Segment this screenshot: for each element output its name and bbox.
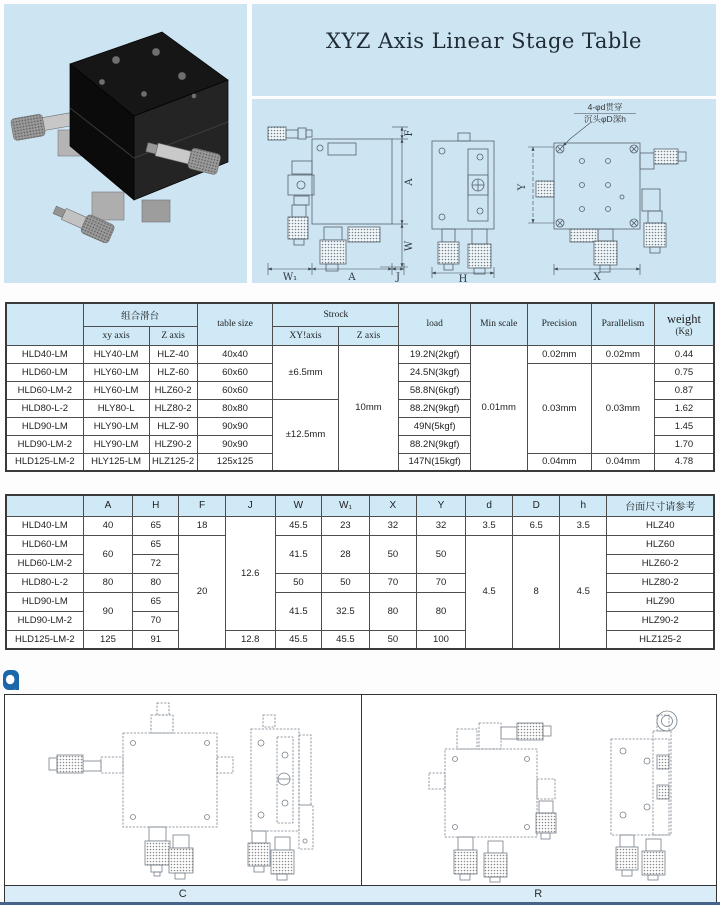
front-view bbox=[268, 127, 392, 271]
cell: HLY125-LM bbox=[83, 453, 149, 471]
cell: HLZ125-2 bbox=[607, 630, 714, 649]
cell: 70 bbox=[133, 611, 179, 630]
cell: 1.70 bbox=[654, 435, 714, 453]
col-parallelism-header: Parallelism bbox=[591, 303, 654, 345]
weight-label: weight bbox=[666, 312, 701, 327]
cell: HLZ90-2 bbox=[607, 611, 714, 630]
cell: 50 bbox=[275, 573, 322, 592]
col2-f-header: F bbox=[179, 495, 226, 516]
cell: HLZ60 bbox=[607, 535, 714, 554]
col2-y-header: Y bbox=[417, 495, 466, 516]
cell: HLD60-LM bbox=[6, 363, 83, 381]
cell: 1.45 bbox=[654, 417, 714, 435]
cell: 0.01mm bbox=[470, 345, 527, 471]
col-min-scale-header: Min scale bbox=[470, 303, 527, 345]
dimension-drawing-panel bbox=[252, 99, 716, 283]
cell: 60x60 bbox=[197, 363, 273, 381]
svg-text:J: J bbox=[395, 272, 401, 282]
table-row bbox=[6, 573, 714, 592]
cell: HLZ-60 bbox=[149, 363, 197, 381]
cell: HLZ90-2 bbox=[149, 435, 197, 453]
cell: 18 bbox=[179, 516, 226, 535]
cell: 3.5 bbox=[560, 516, 607, 535]
cell: HLZ60-2 bbox=[607, 554, 714, 573]
cell: 90x90 bbox=[197, 435, 273, 453]
cell: HLY60-LM bbox=[83, 363, 149, 381]
cell: 65 bbox=[133, 535, 179, 554]
table-row bbox=[6, 516, 714, 535]
cell: 65 bbox=[133, 516, 179, 535]
col2-h-header: H bbox=[133, 495, 179, 516]
cell: 10mm bbox=[338, 345, 399, 471]
cell: HLY60-LM bbox=[83, 381, 149, 399]
cell: 45.5 bbox=[275, 516, 322, 535]
cell: 1.62 bbox=[654, 399, 714, 417]
cell: HLD90-LM bbox=[6, 592, 83, 611]
weight-unit: (Kg) bbox=[675, 326, 693, 337]
cell: HLZ125-2 bbox=[149, 453, 197, 471]
col-precision-header: Precision bbox=[527, 303, 591, 345]
col-combined-slide-header: 组合滑台 bbox=[83, 303, 197, 326]
cell: 91 bbox=[133, 630, 179, 649]
cell: HLD125-LM-2 bbox=[6, 453, 83, 471]
variant-drawings-box bbox=[4, 694, 717, 904]
title-panel bbox=[252, 4, 716, 96]
col2-hh-header: h bbox=[560, 495, 607, 516]
cell: HLY40-LM bbox=[83, 345, 149, 363]
cell: 100 bbox=[417, 630, 466, 649]
cell: 28 bbox=[322, 535, 369, 573]
col-load-header: load bbox=[399, 303, 471, 345]
cell: HLZ60-2 bbox=[149, 381, 197, 399]
svg-text:Y: Y bbox=[517, 183, 528, 191]
cell: ±6.5mm bbox=[273, 345, 338, 399]
cell: 50 bbox=[369, 535, 416, 573]
cell: HLD40-LM bbox=[6, 516, 83, 535]
col2-x-header: X bbox=[369, 495, 416, 516]
cell: 40 bbox=[83, 516, 133, 535]
cell: 0.04mm bbox=[591, 453, 654, 471]
cell: 24.5N(3kgf) bbox=[399, 363, 471, 381]
col-z-axis-header: Z axis bbox=[149, 326, 197, 345]
cell: HLZ-40 bbox=[149, 345, 197, 363]
spec-table bbox=[5, 302, 715, 472]
cell: 0.02mm bbox=[591, 345, 654, 363]
logo-icon bbox=[2, 670, 21, 695]
cell: 80 bbox=[417, 592, 466, 630]
cell: ±12.5mm bbox=[273, 399, 338, 471]
variant-r-label: R bbox=[534, 888, 543, 900]
cell: HLZ-90 bbox=[149, 417, 197, 435]
cell: 88.2N(9kgf) bbox=[399, 399, 471, 417]
side-view bbox=[432, 133, 494, 274]
cell: 32.5 bbox=[322, 592, 369, 630]
cell: 49N(5kgf) bbox=[399, 417, 471, 435]
cell: 72 bbox=[133, 554, 179, 573]
col-xy-axis-header: xy axis bbox=[83, 326, 149, 345]
cell: 0.04mm bbox=[527, 453, 591, 471]
cell: 50 bbox=[369, 630, 416, 649]
col-model-header bbox=[6, 303, 83, 345]
col2-a-header: A bbox=[83, 495, 133, 516]
cell: HLZ40 bbox=[607, 516, 714, 535]
cell: 88.2N(9kgf) bbox=[399, 435, 471, 453]
col-stroke-header: Strock bbox=[273, 303, 399, 326]
cell: HLZ90 bbox=[607, 592, 714, 611]
cell: HLY90-LM bbox=[83, 435, 149, 453]
cell: HLD125-LM-2 bbox=[6, 630, 83, 649]
col-stroke-xy-header: XY!axis bbox=[273, 326, 338, 345]
svg-text:沉头φD深h: 沉头φD深h bbox=[584, 114, 626, 124]
product-photo bbox=[4, 4, 247, 283]
svg-text:A: A bbox=[404, 178, 415, 186]
svg-text:A: A bbox=[348, 272, 356, 282]
cell: 23 bbox=[322, 516, 369, 535]
cell: 12.6 bbox=[225, 516, 275, 630]
col-table-size-header: table size bbox=[197, 303, 273, 345]
variant-c-drawing bbox=[5, 695, 360, 885]
cell: 80 bbox=[133, 573, 179, 592]
variant-r-drawing bbox=[361, 695, 715, 885]
table-row bbox=[6, 630, 714, 649]
svg-text:H: H bbox=[458, 274, 468, 282]
col2-w-header: W bbox=[275, 495, 322, 516]
cell: HLD60-LM-2 bbox=[6, 554, 83, 573]
cell: HLD80-L-2 bbox=[6, 573, 83, 592]
col2-model-header bbox=[6, 495, 83, 516]
cell: 70 bbox=[417, 573, 466, 592]
cell: 50 bbox=[417, 535, 466, 573]
variant-c-label: C bbox=[178, 888, 187, 900]
col2-w1-header: W₁ bbox=[322, 495, 369, 516]
cell: 58.8N(6kgf) bbox=[399, 381, 471, 399]
cell: 0.87 bbox=[654, 381, 714, 399]
cell: HLD40-LM bbox=[6, 345, 83, 363]
cell: HLD90-LM-2 bbox=[6, 611, 83, 630]
cell: 0.44 bbox=[654, 345, 714, 363]
cell: 90x90 bbox=[197, 417, 273, 435]
cell: 0.03mm bbox=[527, 363, 591, 453]
cell: 50 bbox=[322, 573, 369, 592]
cell: 4.78 bbox=[654, 453, 714, 471]
col2-dd-header: D bbox=[513, 495, 560, 516]
svg-text:X: X bbox=[593, 272, 601, 282]
cell: 3.5 bbox=[465, 516, 512, 535]
product-photo-panel bbox=[4, 4, 247, 283]
cell: 65 bbox=[133, 592, 179, 611]
table-row bbox=[6, 345, 714, 363]
svg-text:F: F bbox=[404, 129, 415, 137]
cell: HLY90-LM bbox=[83, 417, 149, 435]
cell: 4.5 bbox=[465, 535, 512, 649]
variant-labels-row bbox=[5, 885, 716, 903]
cell: HLD60-LM-2 bbox=[6, 381, 83, 399]
cell: 6.5 bbox=[513, 516, 560, 535]
cell: 8 bbox=[513, 535, 560, 649]
cell: HLD80-L-2 bbox=[6, 399, 83, 417]
cell: 0.75 bbox=[654, 363, 714, 381]
cell: 45.5 bbox=[275, 630, 322, 649]
cell: 41.5 bbox=[275, 592, 322, 630]
cell: 12.8 bbox=[225, 630, 275, 649]
svg-text:4-φd贯穿: 4-φd贯穿 bbox=[587, 102, 623, 112]
cell: HLD90-LM bbox=[6, 417, 83, 435]
cell: 19.2N(2kgf) bbox=[399, 345, 471, 363]
dimension-table bbox=[5, 494, 715, 650]
table-row bbox=[6, 535, 714, 554]
cell: HLD60-LM bbox=[6, 535, 83, 554]
cell: 45.5 bbox=[322, 630, 369, 649]
cell: 41.5 bbox=[275, 535, 322, 573]
cell: 80 bbox=[83, 573, 133, 592]
svg-text:W₁: W₁ bbox=[282, 272, 298, 282]
cell: 80 bbox=[369, 592, 416, 630]
variant-divider bbox=[361, 695, 362, 903]
cell: HLD90-LM-2 bbox=[6, 435, 83, 453]
cell: 147N(15kgf) bbox=[399, 453, 471, 471]
table-row bbox=[6, 592, 714, 611]
svg-text:W: W bbox=[404, 240, 415, 252]
cell: HLZ80-2 bbox=[607, 573, 714, 592]
cell: 70 bbox=[369, 573, 416, 592]
cell: 90 bbox=[83, 592, 133, 630]
col2-j-header: J bbox=[225, 495, 275, 516]
cell: 32 bbox=[417, 516, 466, 535]
cell: HLZ80-2 bbox=[149, 399, 197, 417]
cell: 125x125 bbox=[197, 453, 273, 471]
dimension-drawing bbox=[252, 99, 716, 282]
hole-annotation bbox=[584, 102, 626, 124]
cell: 20 bbox=[179, 535, 226, 649]
top-view bbox=[536, 143, 686, 272]
col-stroke-z-header: Z axis bbox=[338, 326, 399, 345]
cell: 60x60 bbox=[197, 381, 273, 399]
page-title: XYZ Axis Linear Stage Table bbox=[326, 29, 642, 53]
col2-d-header: d bbox=[465, 495, 512, 516]
cell: 60 bbox=[83, 535, 133, 573]
cell: 40x40 bbox=[197, 345, 273, 363]
col2-ref-header: 台面尺寸请参考 bbox=[607, 495, 714, 516]
col-weight-header bbox=[654, 303, 714, 345]
cell: 0.03mm bbox=[591, 363, 654, 453]
cell: 80x80 bbox=[197, 399, 273, 417]
cell: 32 bbox=[369, 516, 416, 535]
cell: 0.02mm bbox=[527, 345, 591, 363]
cell: HLY80-L bbox=[83, 399, 149, 417]
cell: 125 bbox=[83, 630, 133, 649]
cell: 4.5 bbox=[560, 535, 607, 649]
